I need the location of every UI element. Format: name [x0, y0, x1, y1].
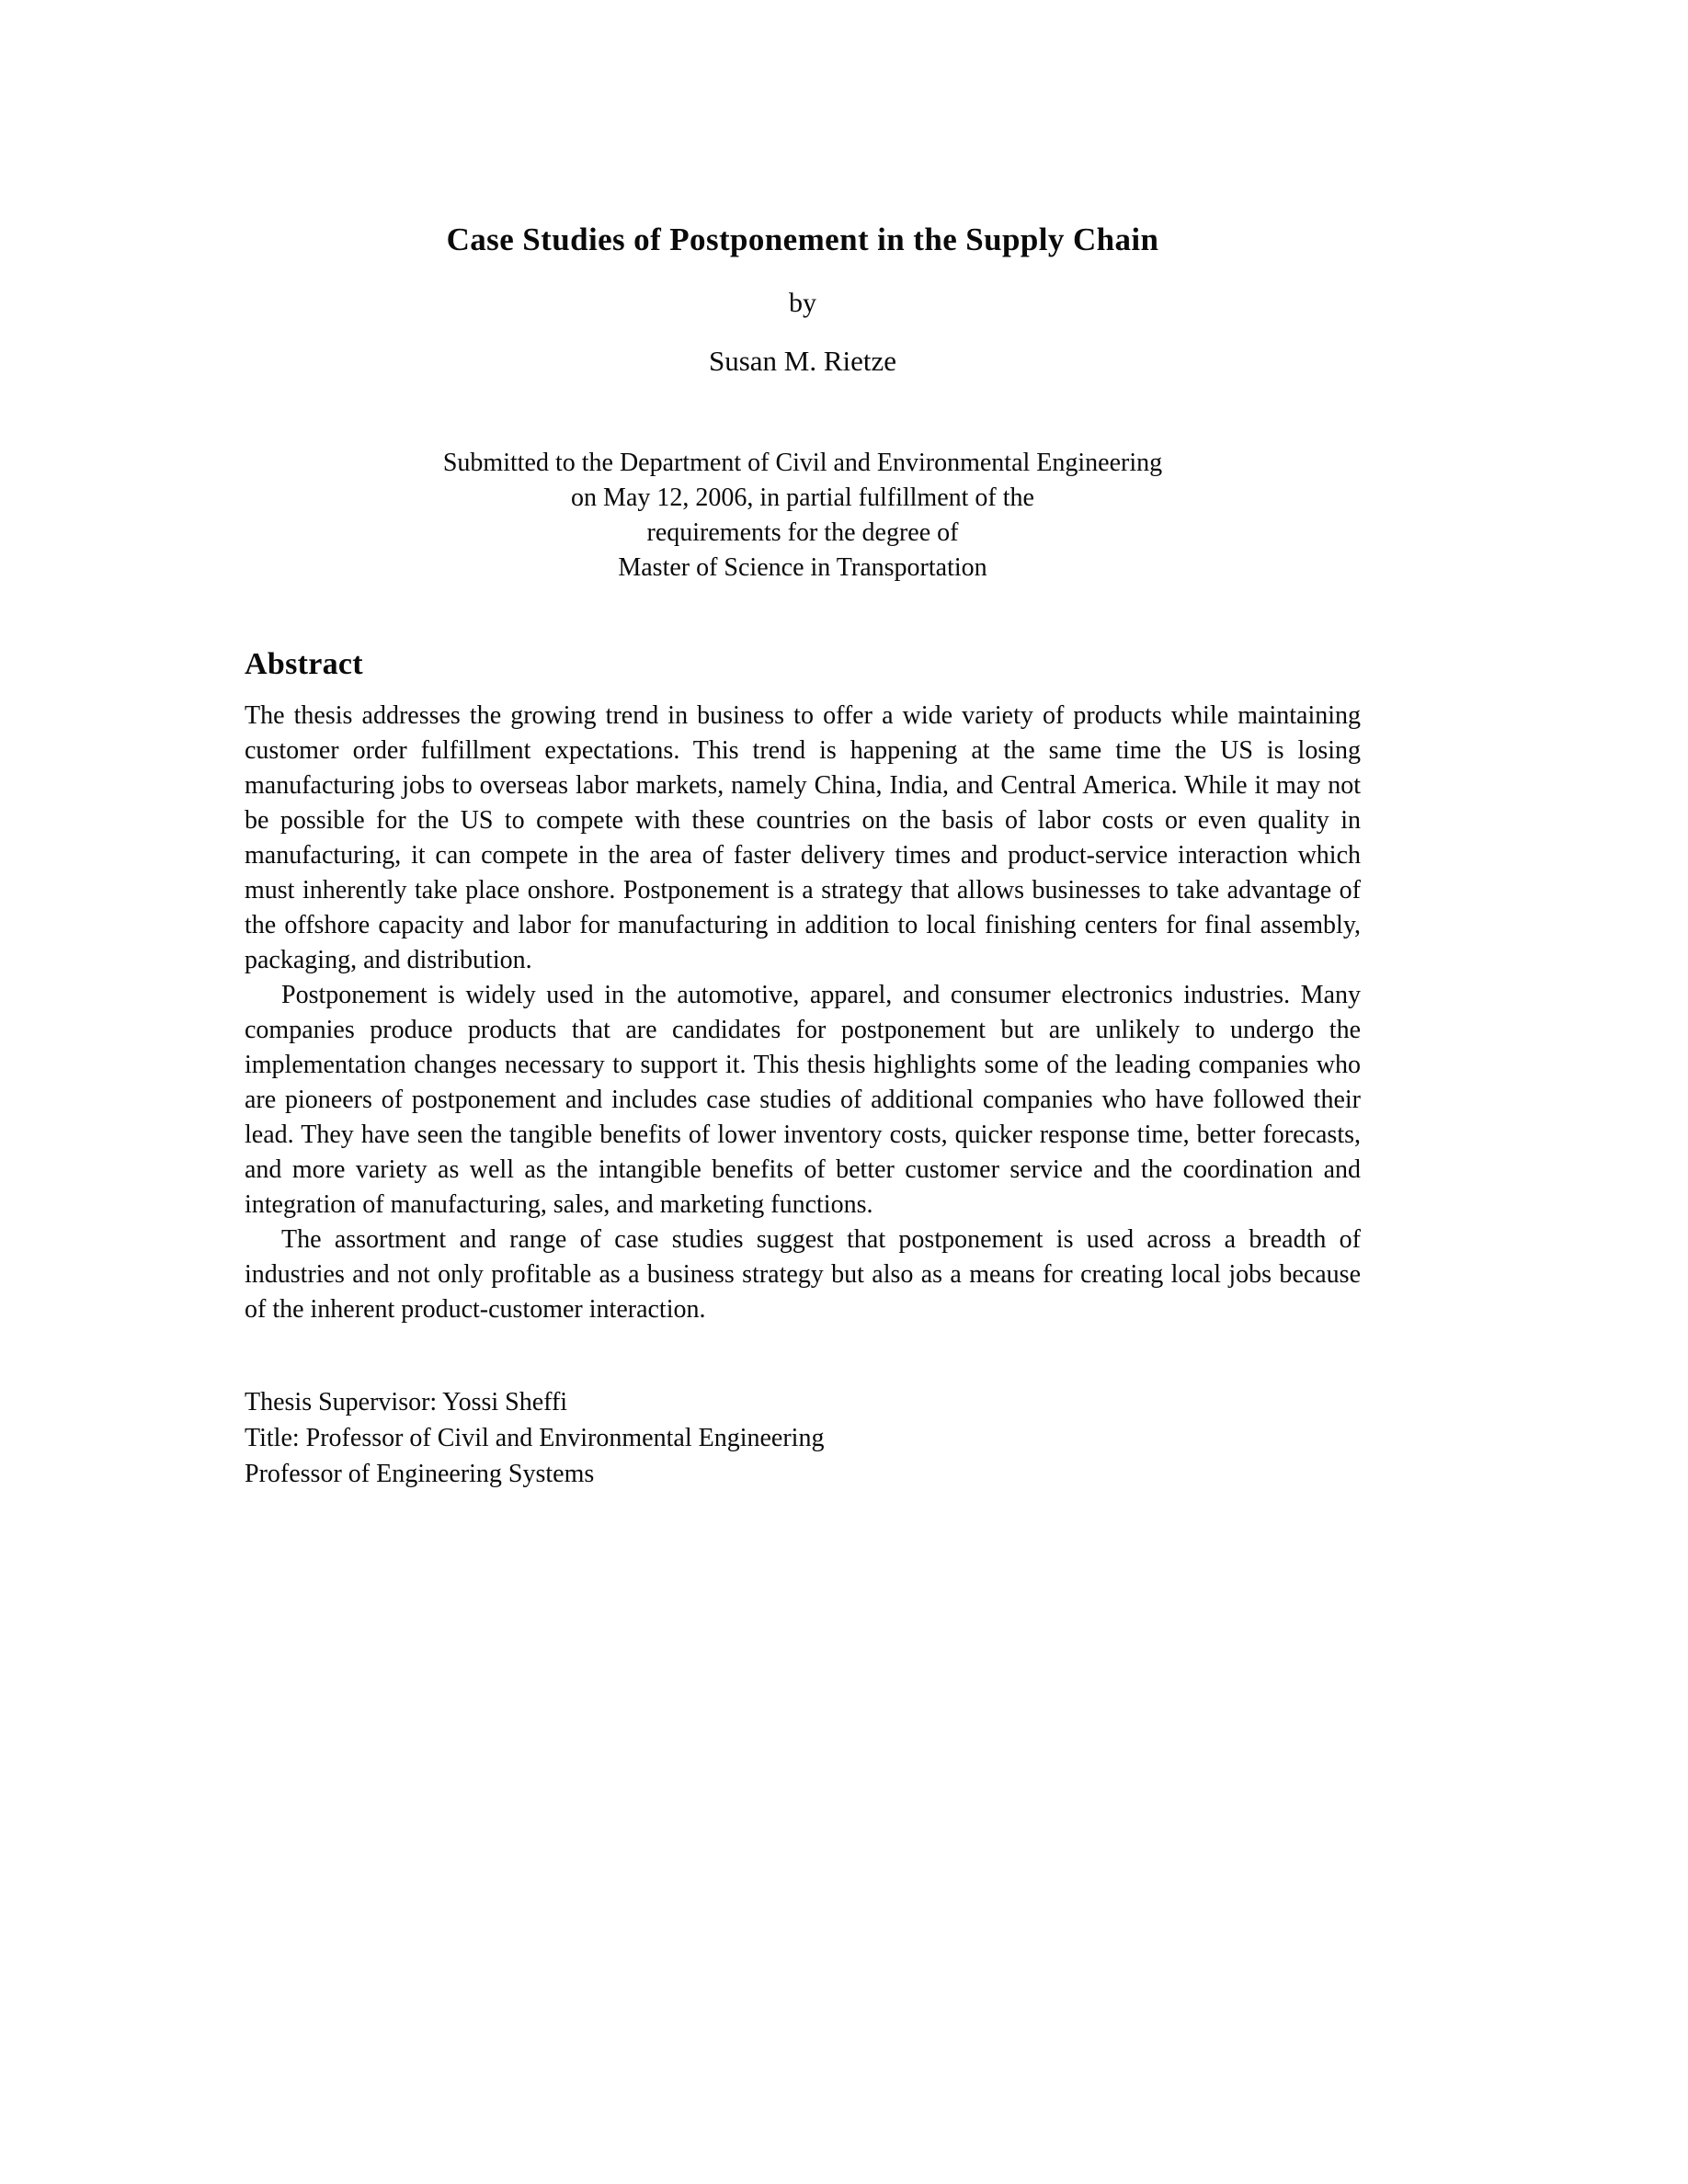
abstract-body — [245, 699, 1361, 1327]
abstract-paragraph: The thesis addresses the growing trend in business to offer a wide variety of products while maintaining customer order fulfillment expectations. This trend is happening at the same time the US is losing manufacturing jobs to overseas labor markets, namely China, India, and Central America. While it may not be possible for the US to compete with these countries on the basis of labor costs or even quality in manufacturing, it can compete in the area of faster delivery times and product-service interaction which must inherently take place onshore. Postponement is a strategy that allows businesses to take advantage of the offshore capacity and labor for manufacturing in addition to local finishing centers for final assembly, packaging, and distribution. — [245, 700, 1361, 974]
submission-line: Submitted to the Department of Civil and Environmental Engineering — [442, 449, 1163, 478]
submission-line: requirements for the degree of — [646, 518, 959, 548]
abstract-paragraph: Postponement is widely used in the automotive, apparel, and consumer electronics industries. Many companies produce products that are candidates for postponement but are unlikely to undergo the implementation changes necessary to support it. This thesis highlights some of the leading companies who are pioneers of postponement and includes case studies of additional companies who have followed their lead. They have seen the tangible benefits of lower inventory costs, quicker response time, better forecasts, and more variety as well as the intangible benefits of better customer service and the coordination and integration of manufacturing, sales, and marketing functions. — [245, 980, 1361, 1219]
abstract-paragraph: The assortment and range of case studies suggest that postponement is used across a breadth of industries and not only profitable as a business strategy but also as a means for creating local jobs because of the inherent product-customer interaction. — [245, 1224, 1361, 1324]
submission-line: Master of Science in Transportation — [618, 553, 987, 583]
submission-statement — [245, 446, 1361, 586]
abstract-heading: Abstract — [245, 647, 363, 682]
page-content — [245, 0, 1361, 1492]
page-title: Case Studies of Postponement in the Supply Chain — [446, 222, 1159, 257]
author-name: Susan M. Rietze — [708, 345, 897, 377]
byline: by — [789, 288, 816, 318]
supervisor-line: Professor of Engineering Systems — [245, 1459, 595, 1488]
supervisor-line: Thesis Supervisor: Yossi Sheffi — [245, 1387, 568, 1416]
submission-line: on May 12, 2006, in partial fulfillment of the — [571, 483, 1034, 513]
supervisor-line: Title: Professor of Civil and Environmental Engineering — [245, 1423, 825, 1452]
supervisor-block — [245, 1384, 1361, 1492]
